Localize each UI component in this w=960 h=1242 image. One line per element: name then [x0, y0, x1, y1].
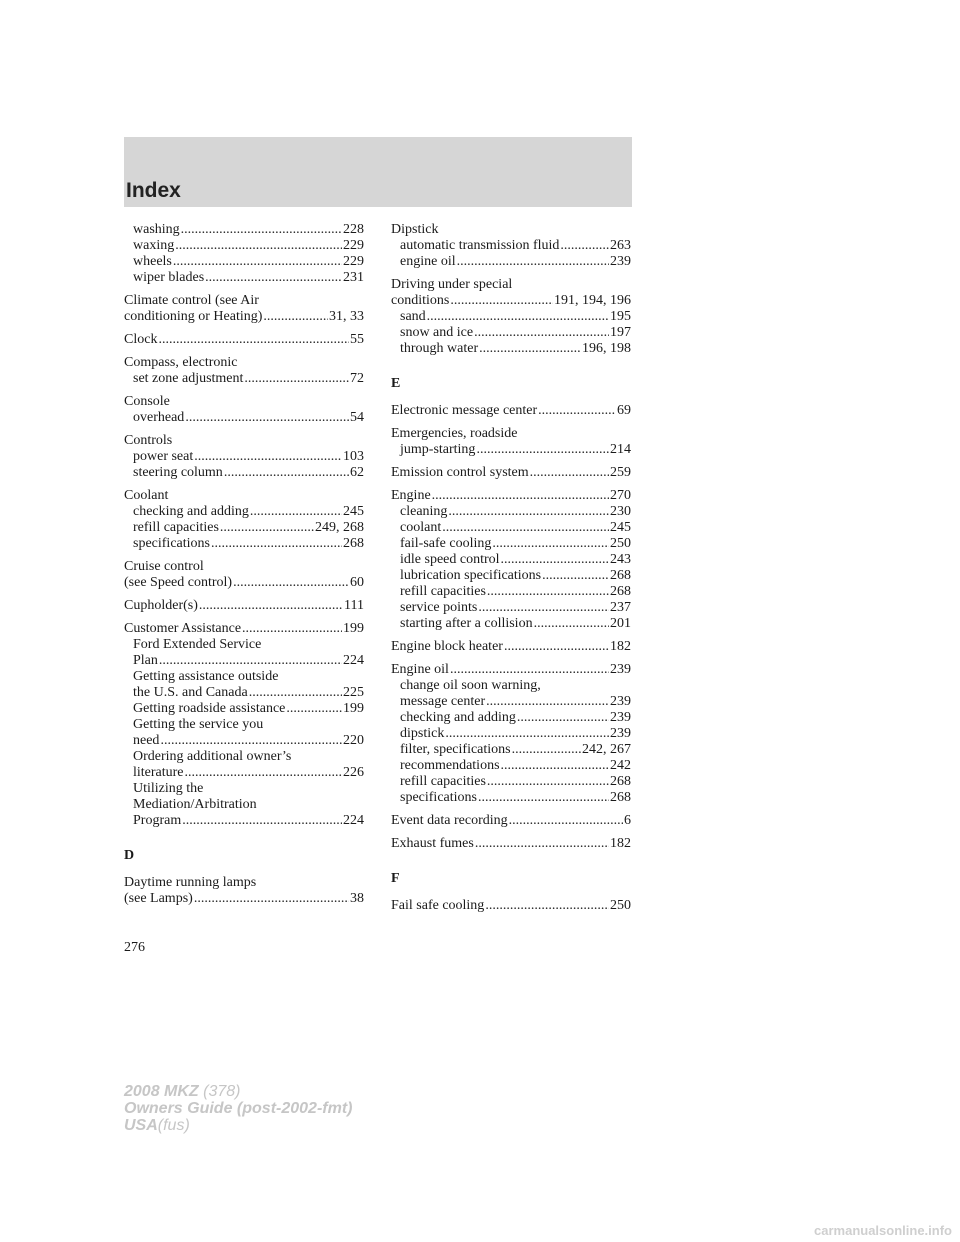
index-entry: Fail safe cooling ..... 250 [391, 898, 631, 914]
index-entry: idle speed control ..... 243 [391, 552, 631, 568]
index-entry: conditions ..... 191, 194, 196 [391, 293, 631, 309]
index-subheading: Ordering additional owner’s [133, 749, 292, 764]
index-heading: Dipstick [391, 222, 439, 237]
index-entry: refill capacities ..... 268 [391, 584, 631, 600]
footer-model: 2008 MKZ [124, 1083, 199, 1100]
index-subheading: Mediation/Arbitration [133, 797, 257, 812]
index-entry: wheels ..... 229 [124, 254, 364, 270]
watermark: carmanualsonline.info [814, 1223, 952, 1238]
index-heading: Daytime running lamps [124, 875, 257, 890]
index-entry: coolant ..... 245 [391, 520, 631, 536]
index-entry: fail-safe cooling ..... 250 [391, 536, 631, 552]
index-entry: Engine block heater ..... 182 [391, 639, 631, 655]
index-entry: automatic transmission fluid ..... 263 [391, 238, 631, 254]
index-heading: Climate control (see Air [124, 293, 259, 308]
index-entry: dipstick ..... 239 [391, 726, 631, 742]
index-entry: Cupholder(s) ..... 111 [124, 598, 364, 614]
index-heading: Controls [124, 433, 173, 448]
footer-region-code: (fus) [157, 1117, 190, 1134]
index-subheading: Utilizing the [133, 781, 204, 796]
index-subheading: Getting assistance outside [133, 669, 279, 684]
index-heading: Coolant [124, 488, 169, 503]
index-subheading: Ford Extended Service [133, 637, 262, 652]
page-title: Index [126, 179, 181, 202]
index-entry: Exhaust fumes ..... 182 [391, 836, 631, 852]
footer-code: (378) [203, 1083, 241, 1100]
index-entry: recommendations ..... 242 [391, 758, 631, 774]
index-entry: cleaning ..... 230 [391, 504, 631, 520]
index-entry: Customer Assistance ..... 199 [124, 621, 364, 637]
index-entry: washing ..... 228 [124, 222, 364, 238]
index-entry: wiper blades ..... 231 [124, 270, 364, 286]
index-entry: through water ..... 196, 198 [391, 341, 631, 357]
index-entry: refill capacities ..... 268 [391, 774, 631, 790]
index-subheading: change oil soon warning, [400, 678, 541, 693]
index-entry: the U.S. and Canada ..... 225 [124, 685, 364, 701]
index-entry: Engine ..... 270 [391, 488, 631, 504]
index-entry: steering column ..... 62 [124, 465, 364, 481]
index-entry: message center ..... 239 [391, 694, 631, 710]
index-entry: Event data recording ..... 6 [391, 813, 631, 829]
index-entry: lubrication specifications ..... 268 [391, 568, 631, 584]
index-entry: snow and ice ..... 197 [391, 325, 631, 341]
index-entry: jump-starting ..... 214 [391, 442, 631, 458]
index-column-right [391, 222, 631, 914]
index-entry: Clock ..... 55 [124, 332, 364, 348]
index-entry: conditioning or Heating) ..... 31, 33 [124, 309, 364, 325]
index-entry: power seat ..... 103 [124, 449, 364, 465]
index-subheading: Getting the service you [133, 717, 264, 732]
index-entry: set zone adjustment ..... 72 [124, 371, 364, 387]
index-entry: (see Speed control) ..... 60 [124, 575, 364, 591]
index-heading: Compass, electronic [124, 355, 238, 370]
index-entry: Program ..... 224 [124, 813, 364, 829]
index-entry: service points ..... 237 [391, 600, 631, 616]
index-column-left [124, 222, 364, 907]
index-entry: Getting roadside assistance ..... 199 [124, 701, 364, 717]
footer-imprint [124, 1083, 352, 1134]
section-letter: F [391, 871, 400, 886]
index-entry: Plan ..... 224 [124, 653, 364, 669]
index-heading: Emergencies, roadside [391, 426, 518, 441]
index-entry: specifications ..... 268 [391, 790, 631, 806]
index-entry: Emission control system ..... 259 [391, 465, 631, 481]
index-entry: overhead ..... 54 [124, 410, 364, 426]
index-entry: refill capacities ..... 249, 268 [124, 520, 364, 536]
index-entry: waxing ..... 229 [124, 238, 364, 254]
index-entry: sand ..... 195 [391, 309, 631, 325]
footer-guide: Owners Guide (post-2002-fmt) [124, 1100, 353, 1117]
index-entry: Electronic message center ..... 69 [391, 403, 631, 419]
index-entry: checking and adding ..... 245 [124, 504, 364, 520]
index-heading: Cruise control [124, 559, 204, 574]
index-heading: Console [124, 394, 170, 409]
index-entry: specifications ..... 268 [124, 536, 364, 552]
header-band [124, 137, 632, 207]
page-number: 276 [124, 940, 145, 955]
section-letter: E [391, 376, 401, 391]
index-entry: starting after a collision ..... 201 [391, 616, 631, 632]
section-letter: D [124, 848, 135, 863]
index-entry: need ..... 220 [124, 733, 364, 749]
index-entry: engine oil ..... 239 [391, 254, 631, 270]
index-entry: Engine oil ..... 239 [391, 662, 631, 678]
index-entry: filter, specifications ..... 242, 267 [391, 742, 631, 758]
index-entry: literature ..... 226 [124, 765, 364, 781]
index-entry: checking and adding ..... 239 [391, 710, 631, 726]
index-entry: (see Lamps) ..... 38 [124, 891, 364, 907]
footer-region: USA [124, 1117, 158, 1134]
index-heading: Driving under special [391, 277, 513, 292]
